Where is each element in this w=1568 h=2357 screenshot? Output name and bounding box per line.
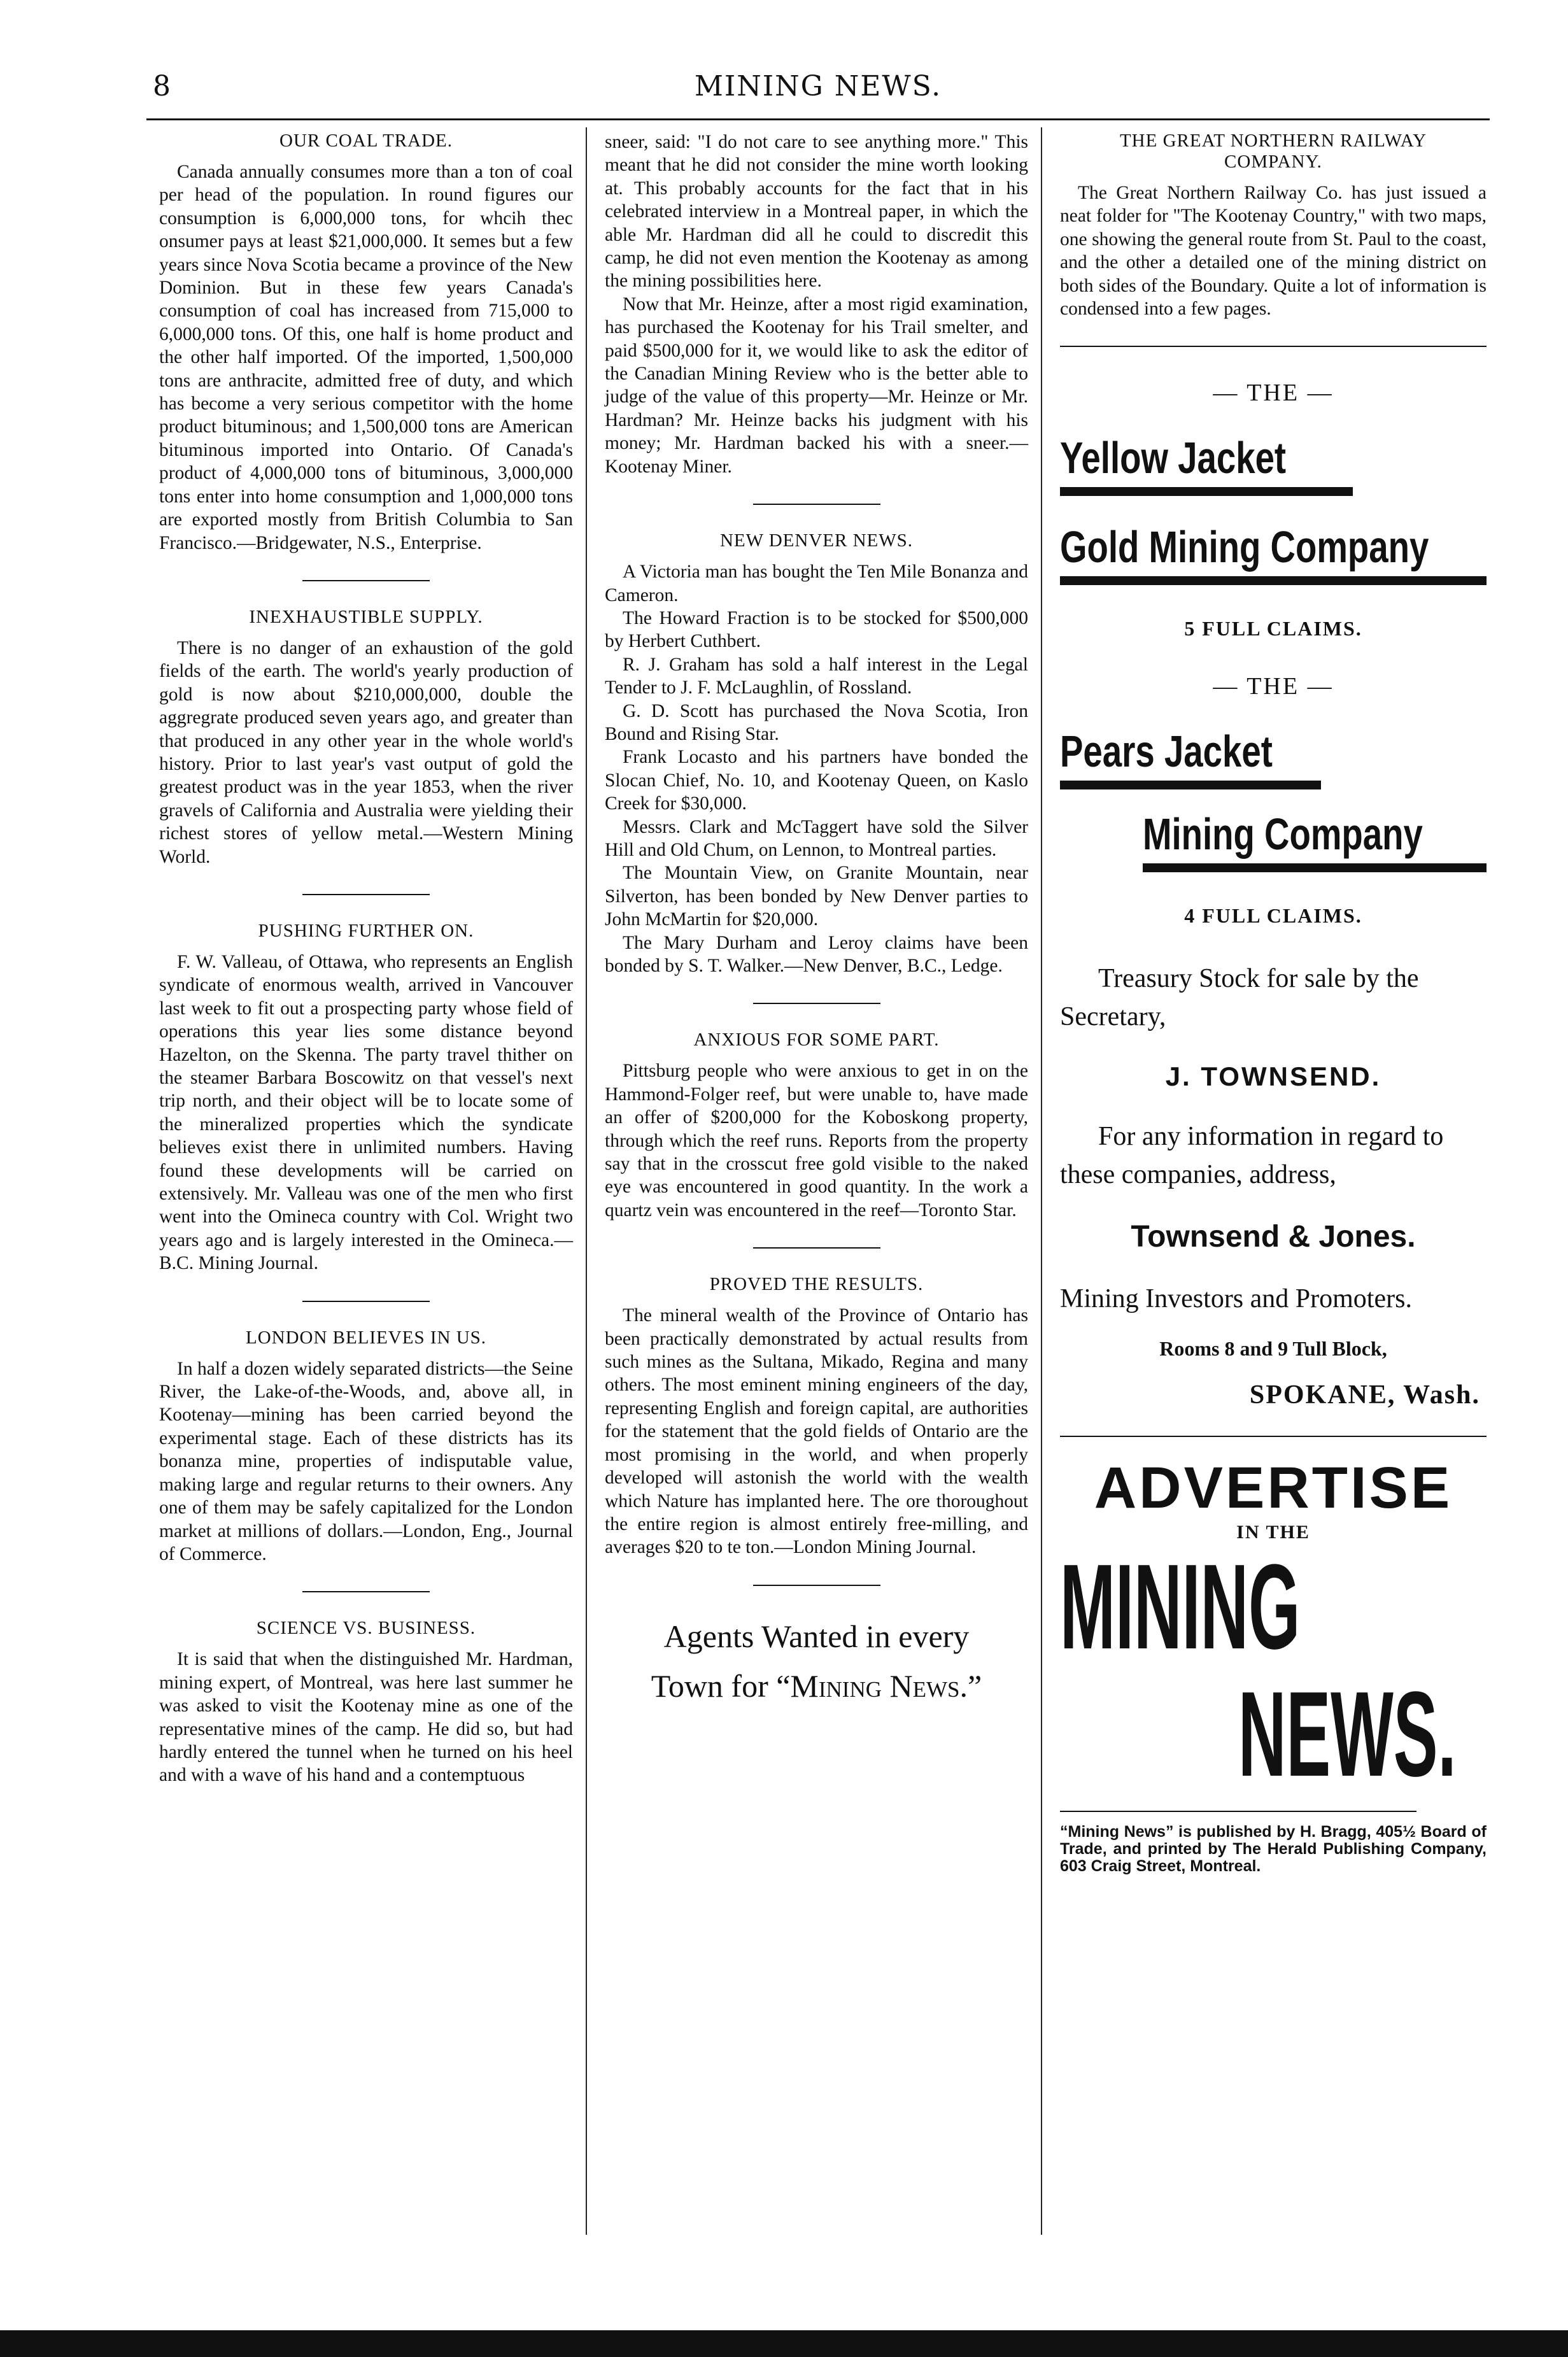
section-divider xyxy=(302,580,430,581)
ad-yellow-jacket-subtitle: Gold Mining Company xyxy=(1060,522,1429,572)
news-item: The Mountain View, on Granite Mountain, near Silverton, has been bonded by New Denver parties to John McMartin for $20,000. xyxy=(605,863,1028,930)
ad-firm-name: Townsend & Jones. xyxy=(1131,1220,1416,1254)
ad-pears-jacket-name: Pears Jacket xyxy=(1060,726,1273,777)
news-item: G. D. Scott has purchased the Nova Scotia, Iron Bound and Rising Star. xyxy=(605,700,1028,744)
article-coal-trade xyxy=(159,131,573,555)
ad-in-the-label: IN THE xyxy=(1236,1522,1310,1543)
news-item: The Mary Durham and Leroy claims have been bonded by S. T. Walker.—New Denver, B.C., Ledge. xyxy=(605,932,1028,976)
news-item: R. J. Graham has sold a half interest in the Legal Tender to J. F. McLaughlin, of Rossland. xyxy=(605,654,1028,698)
ad-investors-line: Mining Investors and Promoters. xyxy=(1060,1284,1412,1314)
article-body: In half a dozen widely separated districts—the Seine River, the Lake-of-the-Woods, and, above all, in Kootenay—mining has been carried beyond the experimental stage. Each of these districts has its bonanza mine, properties of indisputable value, making large and regular returns to their owners. Any one of them may be safely capitalized for the London market at millions of dollars.—London, Eng., Journal of Commerce. xyxy=(159,1358,573,1564)
article-body: There is no danger of an exhaustion of the gold fields of the earth. The world's yearly production of gold is now about $210,000,000, double the aggregrate produced seven years ago, and greater than that produced in any other year in the whole world's history. Prior to last year's vast output of gold the greatest product was in the year 1853, when the river gravels of California and Australia were yielding their richest stores of yellow metal.—Western Mining World. xyxy=(159,637,573,867)
article-heading-line-2: COMPANY. xyxy=(1224,152,1322,172)
ad-information: For any information in regard to these companies, address, xyxy=(1060,1122,1444,1190)
article-anxious-for-some-part xyxy=(605,1030,1028,1222)
news-item: The Howard Fraction is to be stocked for $500,000 by Herbert Cuthbert. xyxy=(605,607,1028,652)
section-divider xyxy=(302,1301,430,1302)
article-body: F. W. Valleau, of Ottawa, who represents an English syndicate of enormous wealth, arrived in Vancouver last week to fit out a prospecting party whose field of operations this year lies some distance beyond Hazelton, on the Skenna. The party travel thither on the steamer Barbara Boscowitz on that vessel's next trip north, and their object will be to locate some of the mineralized properties which the syndicate believes exist there in unlimited numbers. Having found these developments will be carried on extensively. Mr. Valleau was one of the men who first went into the Omineca country with Col. Wright two years ago and is largely interested in the Omineca.—B.C. Mining Journal. xyxy=(159,951,573,1274)
news-item: Messrs. Clark and McTaggert have sold the Silver Hill and Old Chum, on Lennon, to Montreal parties. xyxy=(605,816,1028,860)
ad-underline-bar xyxy=(1060,781,1321,789)
article-body: The Great Northern Railway Co. has just issued a neat folder for "The Kootenay Country," with two maps, one showing the general route from St. Paul to the coast, and the other a detailed one of the mining district on both sides of the Boundary. Quite a lot of information is condensed into a few pages. xyxy=(1060,183,1487,320)
article-body: sneer, said: "I do not care to see anything more." This meant that he did not consider the mine worth looking at. This probably accounts for the fact that in his celebrated interview in a Montreal paper, in which the able Mr. Hardman did all he could to discredit this camp, he did not even mention the Kootenay as among the mining possibilities here. xyxy=(605,132,1028,292)
article-heading: OUR COAL TRADE. xyxy=(279,131,453,151)
article-body: Now that Mr. Heinze, after a most rigid examination, has purchased the Kootenay for his Trail smelter, and paid $500,000 for it, we would like to ask the editor of the Canadian Mining Review who is the better able to judge of the value of this property—Mr. Heinze or Mr. Hardman? Mr. Heinze backs his judgment with his money; Mr. Hardman backed his with a sneer.—Kootenay Miner. xyxy=(605,294,1028,477)
article-pushing-further-on xyxy=(159,921,573,1275)
section-divider xyxy=(753,1247,880,1249)
advertise-in-mining-news-ad xyxy=(1060,1455,1487,1802)
column-divider xyxy=(1041,127,1042,2235)
article-heading: PUSHING FURTHER ON. xyxy=(258,920,474,941)
article-heading: INEXHAUSTIBLE SUPPLY. xyxy=(249,606,483,627)
ad-treasury-stock: Treasury Stock for sale by the Secretary, xyxy=(1060,964,1419,1032)
article-body: It is said that when the distinguished Mr. Hardman, mining expert, of Montreal, was here last summer he was asked to visit the Kootenay mine as one of the representative mines of the camp. He did so, but had hardly entered the tunnel when he turned on his heel and with a wave of his hand and a contemptuous xyxy=(159,1649,573,1786)
page-number: 8 xyxy=(153,70,171,103)
ad-claims-pears: 4 FULL CLAIMS. xyxy=(1184,904,1362,928)
ad-city: SPOKANE, Wash. xyxy=(1249,1380,1480,1410)
article-body: Pittsburg people who were anxious to get in on the Hammond-Folger reef, but were unable to, have made an offer of $200,000 for the Koboskong property, through which the reef runs. Reports from the property say that in the crosscut free gold visible to the naked eye was encountered in good quantity. In the work a quartz vein was encountered in the reef—Toronto Star. xyxy=(605,1061,1028,1221)
agents-paper-name: Mining News xyxy=(790,1667,960,1704)
article-heading: ANXIOUS FOR SOME PART. xyxy=(693,1030,940,1051)
section-divider xyxy=(753,504,880,505)
article-new-denver-news xyxy=(605,530,1028,977)
ad-news-wordmark: NEWS. xyxy=(1238,1667,1457,1802)
article-heading: SCIENCE VS. BUSINESS. xyxy=(256,1618,476,1639)
column-middle xyxy=(605,131,1028,1711)
article-heading: NEW DENVER NEWS. xyxy=(719,530,913,551)
article-body: Canada annually consumes more than a ton of coal per head of the population. In round figures our consumption is 6,000,000 tons, for whcih thec onsumer pays at least $21,000,000. It semes but a few years since Nova Scotia became a province of the New Dominion. But in these few years Canada's consumption of coal has increased from 715,000 to 6,000,000 tons. Of this, one half is home product and the other half imported. Of the imported, 1,500,000 tons are anthracite, admitted free of duty, and which has become a very serious competitor with the home product bituminous; and 1,500,000 tons are American bituminous imported into Ontario. Of Canada's product of 4,000,000 tons of bituminous, 3,000,000 tons enter into home consumption and 1,000,000 tons are exported mostly from British Columbia to San Francisco.—Bridgewater, N.S., Enterprise. xyxy=(159,162,573,553)
section-divider xyxy=(753,1003,880,1004)
column-divider xyxy=(586,127,587,2235)
agents-wanted-notice xyxy=(605,1611,1028,1711)
footer-divider xyxy=(1060,1811,1416,1812)
article-inexhaustible-supply xyxy=(159,607,573,868)
article-london-believes xyxy=(159,1327,573,1566)
article-body: The mineral wealth of the Province of Ontario has been practically demonstrated by actual results from such mines as the Sultana, Mikado, Regina and many others. The most eminent mining engineers of the day, representing English and foreign capital, are authorities for the statement that the gold fields of Ontario are the most promising in the world, and when properly developed will astonish the world with the wealth which Nature has implanted here. The ore thoroughout the entire region is almost entirely free-milling, and averages $20 to te ton.—London Mining Journal. xyxy=(605,1305,1028,1558)
masthead-title: MINING NEWS. xyxy=(694,70,942,103)
ad-pears-jacket-subtitle: Mining Company xyxy=(1143,809,1423,860)
section-divider xyxy=(1060,346,1487,347)
article-science-vs-business xyxy=(159,1618,573,1787)
agents-line-1: Agents Wanted in every xyxy=(663,1618,970,1654)
header-rule xyxy=(146,118,1490,120)
ad-rooms-address: Rooms 8 and 9 Tull Block, xyxy=(1159,1337,1387,1361)
ad-claims-yellow: 5 FULL CLAIMS. xyxy=(1184,617,1362,641)
agents-suffix: .” xyxy=(959,1667,982,1704)
agents-line-2 xyxy=(605,1661,1028,1711)
article-proved-the-results xyxy=(605,1274,1028,1559)
ad-underline-bar xyxy=(1060,576,1487,585)
ad-the-label: — THE — xyxy=(1213,673,1334,700)
page-header xyxy=(146,70,1490,115)
news-item: Frank Locasto and his partners have bonded the Slocan Chief, No. 10, and Kootenay Queen, on Kaslo Creek for $30,000. xyxy=(605,747,1028,814)
column-right xyxy=(1060,131,1487,1875)
article-heading: LONDON BELIEVES IN US. xyxy=(245,1327,487,1348)
column-left xyxy=(159,131,573,1787)
article-science-continued xyxy=(605,131,1028,478)
section-divider xyxy=(302,894,430,895)
news-item: A Victoria man has bought the Ten Mile Bonanza and Cameron. xyxy=(605,562,1028,605)
article-heading: THE GREAT NORTHERN RAILWAY xyxy=(1119,131,1427,151)
article-heading: PROVED THE RESULTS. xyxy=(709,1274,924,1295)
publisher-note: “Mining News” is published by H. Bragg, 405½ Board of Trade, and printed by The Herald Publishing Company, 603 Craig Street, Montreal. xyxy=(1060,1823,1487,1876)
article-great-northern-railway xyxy=(1060,131,1487,320)
mining-company-advertisement xyxy=(1060,379,1487,1410)
ad-mining-wordmark: MINING xyxy=(1060,1539,1301,1675)
ad-the-label: — THE — xyxy=(1213,379,1334,407)
ad-advertise-headline: ADVERTISE xyxy=(1094,1455,1453,1521)
section-divider xyxy=(753,1585,880,1586)
ad-underline-bar xyxy=(1060,487,1353,496)
ad-yellow-jacket-name: Yellow Jacket xyxy=(1060,433,1287,483)
ad-underline-bar xyxy=(1143,863,1487,872)
section-divider xyxy=(302,1591,430,1592)
ad-secretary-name: J. TOWNSEND. xyxy=(1165,1061,1381,1092)
scan-bottom-band xyxy=(0,2330,1568,2357)
section-divider xyxy=(1060,1436,1487,1437)
agents-prefix: Town for “ xyxy=(651,1667,791,1704)
